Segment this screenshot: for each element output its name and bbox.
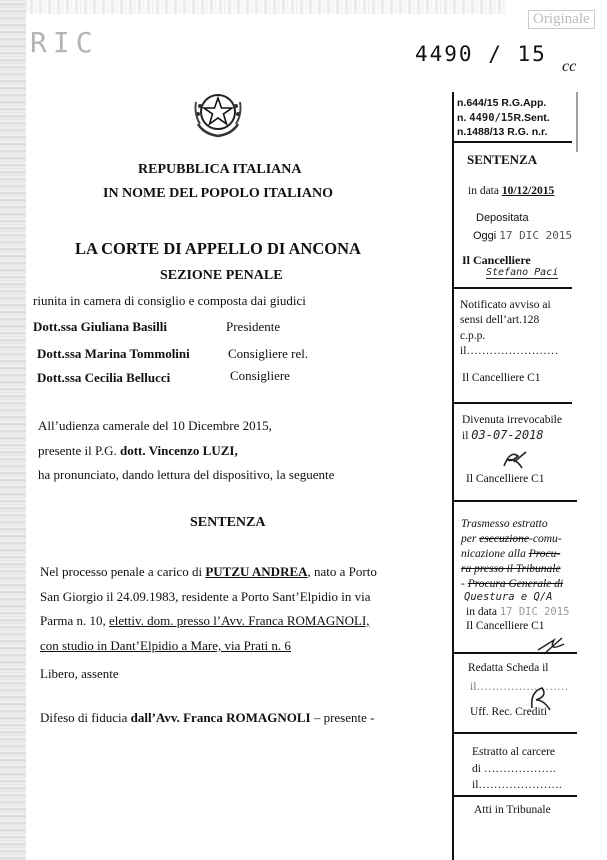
margin-rule (452, 92, 454, 860)
scan-top-edge (26, 0, 506, 14)
defendant-name: PUTZU ANDREA (205, 564, 308, 579)
struck-text: Procura Generale di (467, 578, 564, 590)
uff-rec-crediti: Uff. Rec. Crediti (470, 706, 548, 718)
side-date-line (468, 185, 554, 197)
handwritten-number: 4490/15 (469, 112, 514, 124)
transmission-date-stamp: 17 DIC 2015 (499, 606, 570, 618)
side-sentenza: SENTENZA (467, 152, 538, 167)
judge-role: Presidente (226, 319, 281, 334)
text-run: il (462, 430, 472, 442)
cc-note: cc (562, 58, 577, 75)
text-run: Difeso di fiducia (40, 710, 131, 725)
notificato-line: c.p.p. (460, 330, 486, 342)
scan-edge (0, 0, 26, 860)
text-run: R.Sent. (513, 112, 550, 124)
court-heading: LA CORTE DI APPELLO DI ANCONA (75, 239, 361, 258)
judge-role: Consigliere (230, 368, 290, 383)
document-number: 4490 / 15 (415, 42, 547, 66)
address-underlined: elettiv. dom. presso l’Avv. Franca ROMAGNOLI, (108, 613, 370, 628)
ref-rg-nr: n.1488/13 R.G. n.r. (457, 126, 548, 138)
trasmesso-line (461, 533, 562, 545)
pronounced-line: ha pronunciato, dando lettura del dispositivo, la seguente (38, 467, 335, 482)
struck-text: Procu- (528, 548, 561, 560)
judge-name: Dott.ssa Giuliana Basilli (33, 319, 167, 334)
signature-mark-icon (500, 448, 530, 472)
judge-name: Dott.ssa Marina Tommolini (37, 346, 190, 361)
estratto-il: il…………………. (472, 779, 562, 791)
oggi-line (473, 229, 572, 242)
cancelliere-label: Il Cancelliere (462, 253, 531, 267)
popolo-heading: IN NOME DEL POPOLO ITALIANO (103, 186, 333, 201)
paragraph-line (40, 564, 377, 580)
judge-name: Dott.ssa Cecilia Bellucci (37, 370, 171, 385)
header-stamp: RIC (30, 26, 99, 59)
irrevocable-date: 03-07-2018 (471, 428, 544, 442)
divider (452, 402, 572, 404)
paragraph-line: con studio in Dant’Elpidio a Mare, via Prati n. 6 (40, 638, 291, 653)
text-run: Parma n. 10, (40, 613, 109, 628)
trasmesso-line (461, 548, 560, 560)
divenuta-date-line (462, 428, 544, 442)
pg-prefix: presente il P.G. (38, 443, 120, 458)
divider (452, 652, 577, 654)
divider (452, 141, 572, 143)
redatta-label: Redatta Scheda il (468, 662, 549, 674)
libero-line: Libero, assente (40, 666, 119, 681)
original-stamp: Originale (528, 10, 595, 29)
defense-lawyer: dall’Avv. Franca ROMAGNOLI (130, 710, 311, 725)
difeso-line (40, 710, 374, 726)
ref-sent (457, 112, 550, 124)
trasmesso-line: ra presso il Tribunale (461, 563, 561, 575)
judge-role: Consigliere rel. (228, 346, 309, 361)
estratto-label: Estratto al carcere (472, 746, 555, 758)
text-run: , nato a Porto (307, 564, 377, 579)
paragraph-line: San Giorgio il 24.09.1983, residente a Porto Sant’Elpidio in via (40, 589, 371, 604)
notificato-line: il…………………… (460, 345, 559, 357)
text-run: in data (466, 606, 497, 618)
section-heading: SEZIONE PENALE (160, 268, 283, 283)
struck-text: esecuzione (479, 533, 530, 545)
text-run: - (461, 578, 468, 590)
divenuta-label: Divenuta irrevocabile (462, 414, 562, 426)
composed-line: riunita in camera di consiglio e composta dai giudici (33, 293, 306, 308)
margin-rule-right (576, 92, 578, 152)
text-run: n. (457, 112, 470, 124)
text-run: per (461, 533, 480, 545)
text-run: nicazione alla (461, 548, 529, 560)
text-run: – presente - (310, 710, 375, 725)
text-run: Oggi (473, 230, 500, 242)
estratto-di: di ………………. (472, 763, 556, 775)
cancelliere-c1: Il Cancelliere C1 (462, 372, 541, 384)
notificato-line: Notificato avviso ai (460, 299, 551, 311)
divider (452, 287, 572, 289)
cancelliere-signature: Stefano Paci (486, 267, 559, 278)
ref-rg-app: n.644/15 R.G.App. (457, 97, 547, 109)
divider (452, 732, 577, 734)
paragraph-line (40, 613, 370, 629)
divider (452, 795, 577, 797)
divider (452, 500, 577, 502)
sentenza-heading: SENTENZA (190, 515, 266, 530)
atti-label: Atti in Tribunale (474, 804, 551, 816)
italian-emblem-icon (190, 84, 246, 140)
hearing-line: All’udienza camerale del 10 Dicembre 2015, (38, 418, 272, 433)
trasmesso-line (461, 578, 563, 590)
depositata-label: Depositata (476, 212, 529, 224)
text-run: -comu- (529, 533, 562, 545)
in-data-line (466, 606, 569, 618)
text-run: in data (468, 185, 502, 197)
trasmesso-line: Trasmesso estratto (461, 518, 548, 530)
pg-line (38, 443, 238, 459)
sentence-date: 10/12/2015 (501, 185, 555, 197)
text-run: Nel processo penale a carico di (40, 564, 206, 579)
republic-heading: REPUBBLICA ITALIANA (138, 162, 302, 177)
trasmesso-handwritten: Questura e Q/A (464, 591, 553, 603)
notificato-line: sensi dell’art.128 (460, 314, 540, 326)
deposit-date-stamp: 17 DIC 2015 (499, 229, 573, 242)
pg-name: dott. Vincenzo LUZI, (119, 443, 238, 458)
redatta-dots: il…………………… (470, 681, 569, 693)
cancelliere-c1: Il Cancelliere C1 (466, 473, 545, 485)
cancelliere-c1: Il Cancelliere C1 (466, 620, 545, 632)
